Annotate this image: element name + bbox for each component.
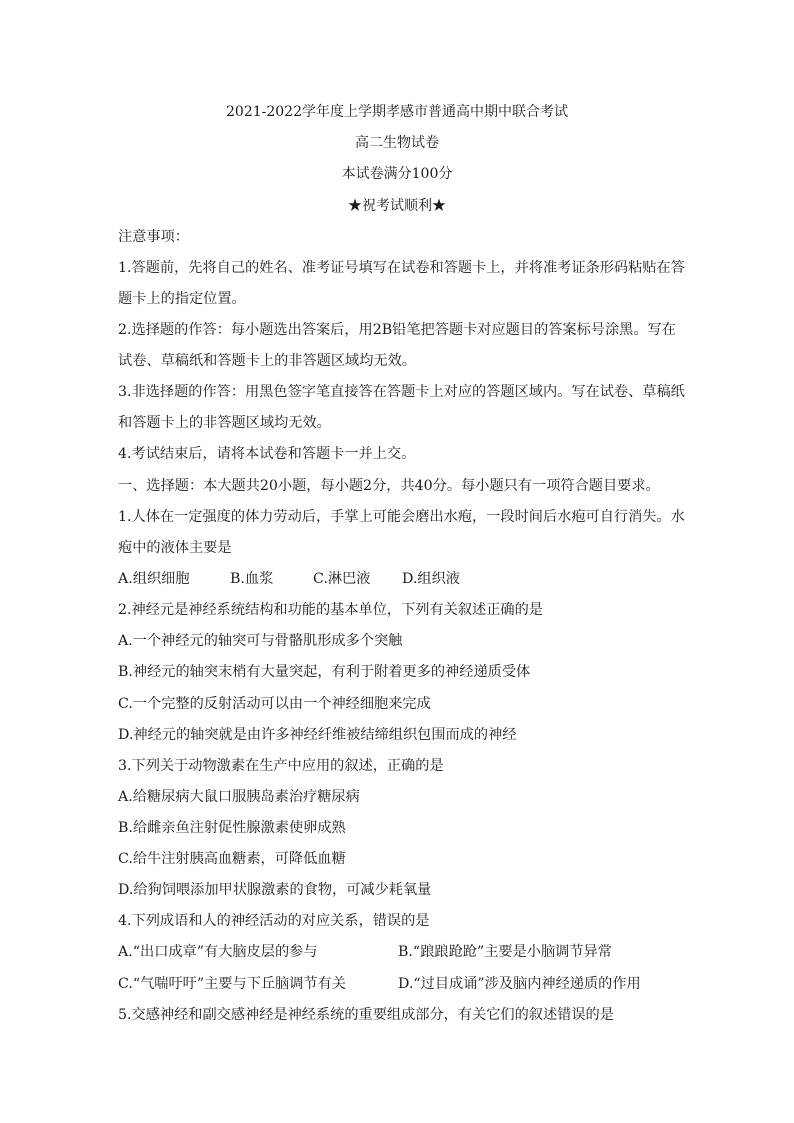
section-title: 一、选择题：本大题共20小题，每小题2分，共40分。每小题只有一项符合题目要求。 <box>118 478 660 494</box>
question-4-option-c: C.“气喘吁吁”主要与下丘脑调节有关 <box>118 976 346 992</box>
question-3-stem: 3.下列关于动物激素在生产中应用的叙述，正确的是 <box>118 758 444 774</box>
question-1-stem-line-2: 疱中的液体主要是 <box>118 540 232 556</box>
note-3-line-2: 和答题卡上的非答题区域均无效。 <box>118 415 331 431</box>
note-2-line-1: 2.选择题的作答：每小题选出答案后，用2B铅笔把答题卡对应题目的答案标号涂黑。写在 <box>118 322 676 338</box>
question-2-option-c: C.一个完整的反射活动可以由一个神经细胞来完成 <box>118 696 431 712</box>
question-2-option-d: D.神经元的轴突就是由许多神经纤维被结缔组织包围而成的神经 <box>118 727 517 743</box>
question-5-stem: 5.交感神经和副交感神经是神经系统的重要组成部分，有关它们的叙述错误的是 <box>118 1007 614 1023</box>
question-3-option-c: C.给牛注射胰高血糖素，可降低血糖 <box>118 851 346 867</box>
question-3-option-a: A.给糖尿病大鼠口服胰岛素治疗糖尿病 <box>118 789 360 805</box>
question-1-option-c: C.淋巴液 <box>313 571 371 587</box>
question-1-option-d: D.组织液 <box>402 571 460 587</box>
question-3-option-b: B.给雌亲鱼注射促性腺激素使卵成熟 <box>118 820 346 836</box>
subject-title: 高二生物试卷 <box>355 135 439 151</box>
question-4-option-b: B.“踉踉跄跄”主要是小脑调节异常 <box>398 944 612 960</box>
note-4: 4.考试结束后，请将本试卷和答题卡一并上交。 <box>118 446 416 462</box>
question-4-option-d: D.“过目成诵”涉及脑内神经递质的作用 <box>398 976 641 992</box>
question-1-option-a: A.组织细胞 <box>118 571 190 587</box>
question-2-option-a: A.一个神经元的轴突可与骨骼肌形成多个突触 <box>118 633 403 649</box>
question-1-stem-line-1: 1.人体在一定强度的体力劳动后，手掌上可能会磨出水疱，一段时间后水疱可自行消失。水 <box>118 509 685 525</box>
full-score: 本试卷满分100分 <box>341 166 453 182</box>
question-4-option-a: A.“出口成章”有大脑皮层的参与 <box>118 944 318 960</box>
exam-title: 2021-2022学年度上学期孝感市普通高中期中联合考试 <box>226 104 568 120</box>
notes-heading: 注意事项： <box>118 229 189 245</box>
question-3-option-d: D.给狗饲喂添加甲状腺激素的食物，可减少耗氧量 <box>118 882 432 898</box>
question-1-options <box>118 569 693 589</box>
blessing: ★祝考试顺利★ <box>348 198 446 214</box>
question-2-stem: 2.神经元是神经系统结构和功能的基本单位，下列有关叙述正确的是 <box>118 602 543 618</box>
question-1-option-b: B.血浆 <box>230 571 274 587</box>
note-1-line-1: 1.答题前，先将自己的姓名、准考证号填写在试卷和答题卡上，并将准考证条形码粘贴在答 <box>118 260 685 276</box>
question-2-option-b: B.神经元的轴突末梢有大量突起，有利于附着更多的神经递质受体 <box>118 664 531 680</box>
question-4-stem: 4.下列成语和人的神经活动的对应关系，错误的是 <box>118 913 430 929</box>
note-1-line-2: 题卡上的指定位置。 <box>118 291 246 307</box>
note-2-line-2: 试卷、草稿纸和答题卡上的非答题区域均无效。 <box>118 353 416 369</box>
note-3-line-1: 3.非选择题的作答：用黑色签字笔直接答在答题卡上对应的答题区域内。写在试卷、草稿纸 <box>118 384 685 400</box>
